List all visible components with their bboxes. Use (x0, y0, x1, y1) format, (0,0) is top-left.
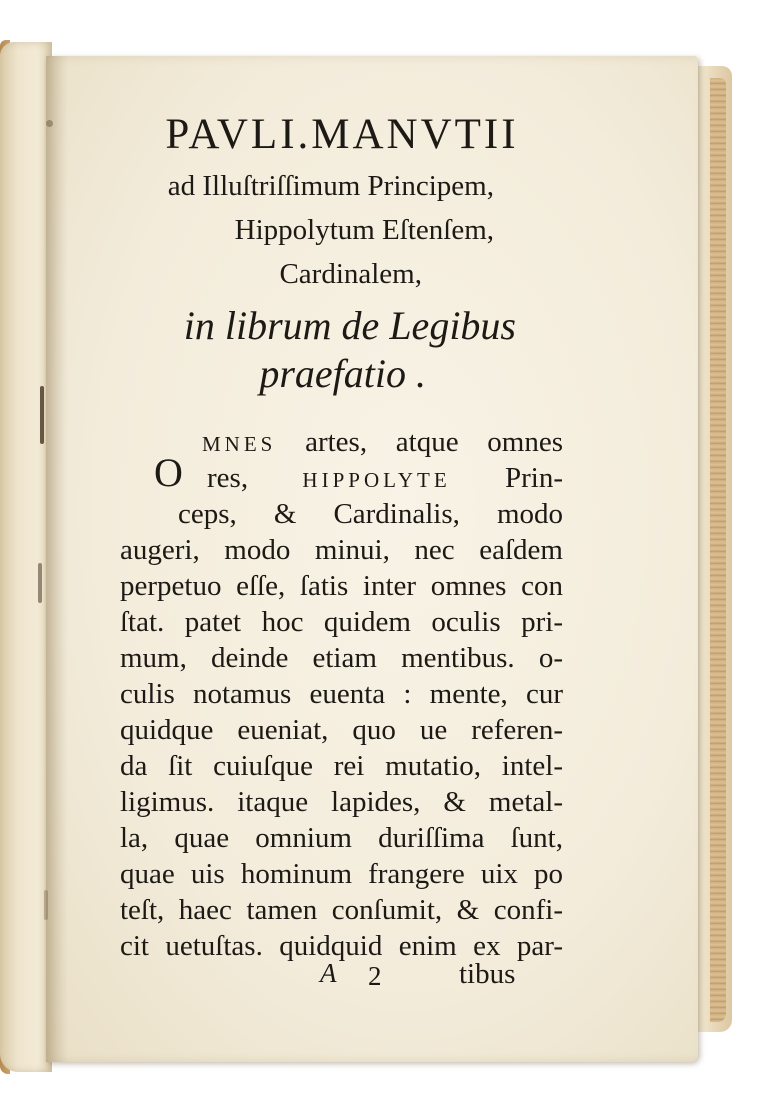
catchword: tibus (459, 958, 516, 990)
drop-initial: O (154, 450, 183, 495)
binding-mark (40, 386, 44, 444)
subject-line: in librum de Legibus (183, 303, 516, 348)
subject-line: praefatio . (259, 351, 426, 396)
body-line: ligimus. itaque lapides, & metal- (120, 786, 563, 818)
paper-speck (44, 890, 48, 920)
binding-mark (38, 563, 42, 603)
page-edges (710, 78, 726, 1022)
body-line: cit uetuſtas. quidquid enim ex par- (120, 930, 563, 962)
gutter-shadow (46, 56, 68, 1062)
dedication-line: ad Illuſtriſſimum Principem, (167, 170, 494, 202)
dedication-line: Cardinalem, (279, 258, 422, 290)
body-line: quidque eueniat, quo ue referen- (120, 714, 563, 746)
body-text: artes, atque omnes (305, 426, 564, 458)
body-line: mum, deinde etiam mentibus. o- (120, 642, 563, 674)
body-line: quae uis hominum frangere uix po (120, 858, 563, 890)
page-title: PAVLI.MANVTII (165, 111, 519, 158)
body-line: ceps, & Cardinalis, modo (178, 498, 563, 530)
body-line (202, 426, 563, 459)
dedication-line: Hippolytum Eſtenſem, (234, 214, 494, 246)
body-line (207, 462, 563, 495)
signature-mark: A (320, 958, 337, 988)
small-caps-name: HIPPOLYTE (302, 468, 451, 492)
small-caps-word: MNES (202, 432, 277, 456)
body-text: Prin- (505, 462, 563, 494)
body-line: perpetuo eſſe, ſatis inter omnes con (120, 570, 563, 602)
paper-speck (46, 120, 53, 127)
signature-number: 2 (368, 961, 382, 991)
body-line: ſtat. patet hoc quidem oculis pri- (120, 606, 563, 638)
body-line: da ſit cuiuſque rei mutatio, intel- (120, 750, 563, 782)
body-line: culis notamus euenta : mente, cur (120, 678, 563, 710)
body-line: la, quae omnium duriſſima ſunt, (120, 822, 563, 854)
body-line: teſt, haec tamen conſumit, & confi- (120, 894, 563, 926)
body-line: augeri, modo minui, nec eaſdem (120, 534, 563, 566)
body-text: res, (207, 462, 249, 494)
